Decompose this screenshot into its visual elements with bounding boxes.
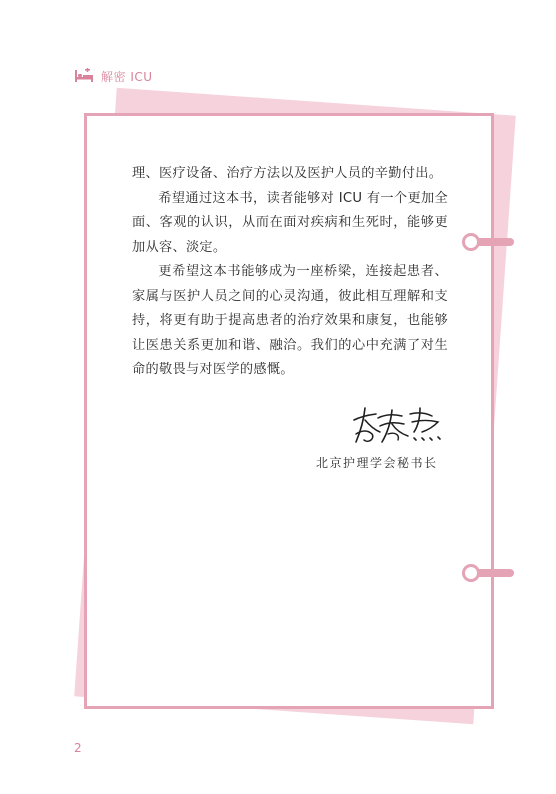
binder-ring-bottom [462, 564, 480, 582]
letter-body [132, 162, 448, 383]
paragraph-2: 希望通过这本书，读者能够对 ICU 有一个更加全面、客观的认识，从而在面对疾病和生死时，能够更加从容、淡定。 [132, 190, 448, 255]
paragraph-3: 更希望这本书能够成为一座桥梁，连接起患者、家属与医护人员之间的心灵沟通，彼此相互理解和支持，将更有助于提高患者的治疗效果和康复，也能够让医患关系更加和谐、融洽。我们的心中充满了对生命的敬畏与对医学的感慨。 [132, 264, 448, 377]
binder-ring-top [462, 233, 480, 251]
signatory-title: 北京护理学会秘书长 [316, 456, 438, 470]
paragraph-continuation: 理、医疗设备、治疗方法以及医护人员的辛勤付出。 [132, 166, 443, 181]
header-title: 解密 ICU [101, 69, 153, 84]
page-number: 2 [74, 741, 82, 755]
hospital-bed-icon [74, 68, 94, 84]
running-header [74, 66, 153, 86]
handwritten-signature [348, 404, 448, 446]
